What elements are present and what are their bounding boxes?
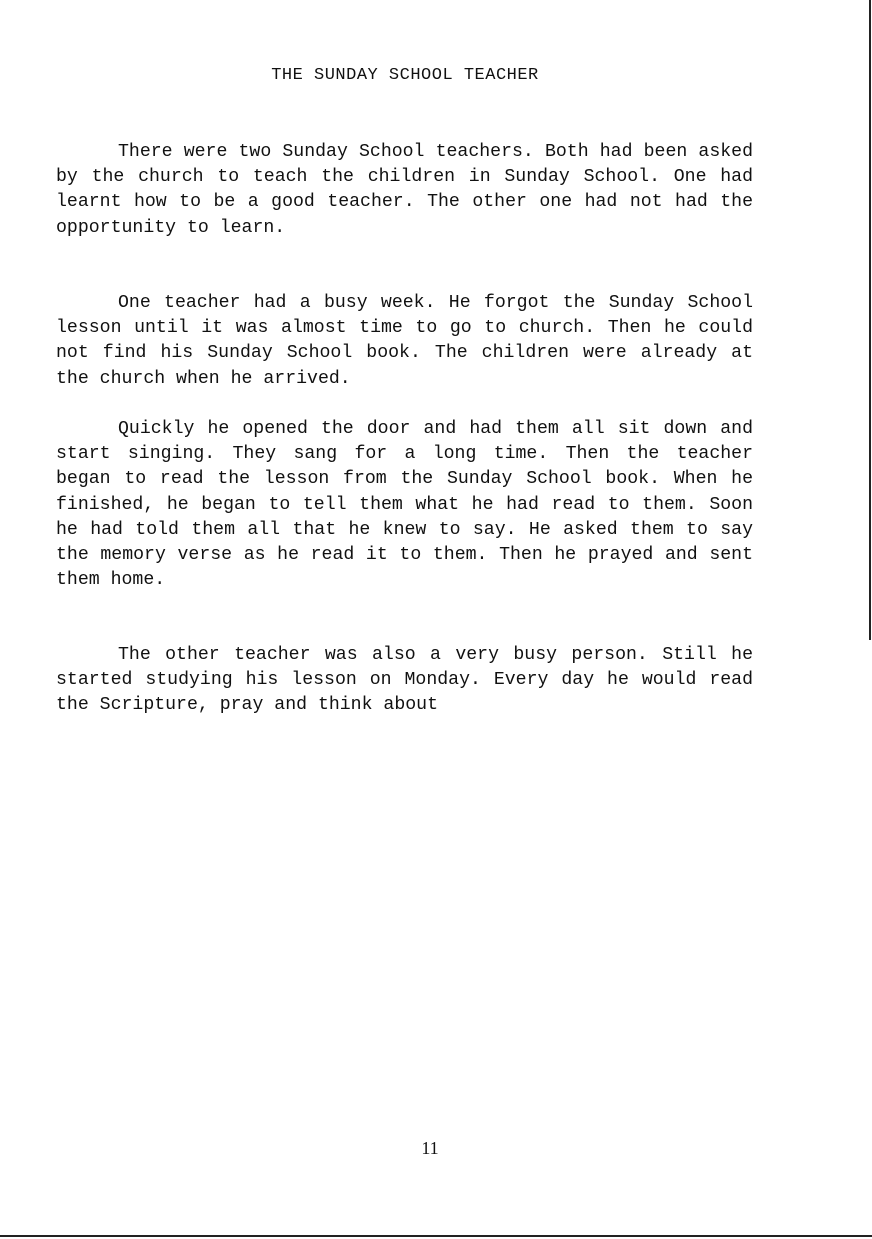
scan-edge-right bbox=[869, 0, 871, 640]
paragraph: There were two Sunday School teachers. Both had been asked by the church to teach the children in Sunday School. One had learnt how to be a good teacher. The other one had not had the opportunity to learn. bbox=[56, 142, 753, 238]
paragraph: One teacher had a busy week. He forgot the Sunday School lesson until it was almost time to go to church. Then he could not find his Sunday School book. The children were already at the church when he arrived. bbox=[56, 293, 753, 389]
document-title: THE SUNDAY SCHOOL TEACHER bbox=[271, 66, 539, 85]
page-number: 11 bbox=[421, 1138, 439, 1158]
scan-edge-bottom bbox=[0, 1235, 872, 1237]
paragraph: The other teacher was also a very busy person. Still he started studying his lesson on Monday. Every day he would read the Scripture, pray and think about bbox=[56, 645, 753, 716]
paragraph: Quickly he opened the door and had them all sit down and start singing. They sang for a long time. Then the teacher began to read the lesson from the Sunday School book. When he finished, he began to tell them what he had read to them. Soon he had told them all that he knew to say. He asked them to say the memory verse as he read it to them. Then he prayed and sent them home. bbox=[56, 419, 753, 591]
